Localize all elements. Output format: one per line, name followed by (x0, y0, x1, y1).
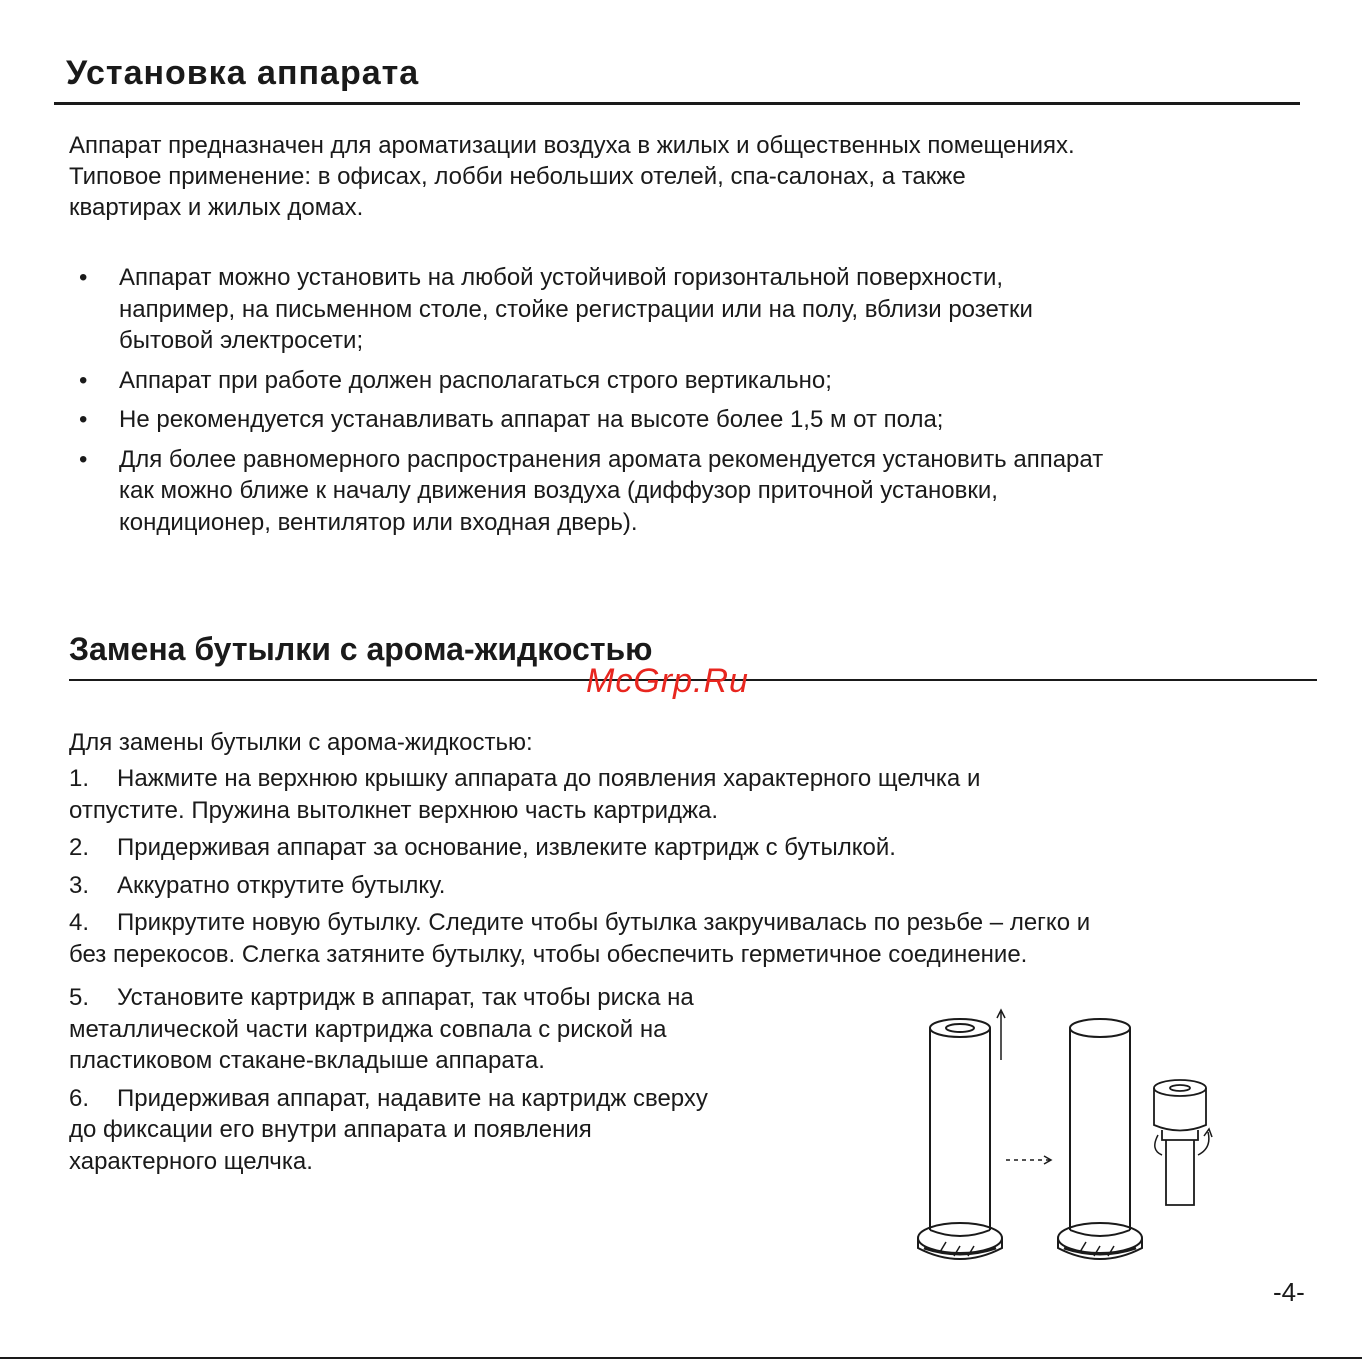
bullet-marker: • (79, 264, 88, 291)
bullet-marker: • (79, 445, 88, 473)
transition-arrow-icon (1006, 1156, 1051, 1164)
step-number: 2. (69, 834, 90, 861)
step-item: 5. Установите картридж в аппарат, так чтобы риска на металлической части картриджа совпала с риской на пластиковом стакане-вкладыше аппарата. (69, 984, 694, 1074)
section-title-installation: Установка аппарата (66, 54, 420, 92)
intro-line: Типовое применение: в офисах, лобби небольших отелей, спа-салонах, а также (69, 163, 966, 190)
step-item: 6. Придерживая аппарат, надавите на картридж сверху до фиксации его внутри аппарата и появления характерного щелчка. (69, 1084, 708, 1175)
step-number: 3. (69, 871, 90, 899)
device-illustration-right (1058, 1019, 1142, 1259)
watermark: McGrp.Ru (586, 662, 749, 700)
bullet-marker: • (79, 406, 88, 433)
page-number: -4- (1273, 1277, 1305, 1307)
step-number: 5. (69, 984, 90, 1011)
bullet-item: • Аппарат при работе должен располагаться строго вертикально; (69, 365, 1299, 397)
cartridge-replacement-illustration (900, 990, 1240, 1280)
step-item: 4. Прикрутите новую бутылку. Следите чтобы бутылка закручивалась по резьбе – легко и без перекосов. Слегка затяните бутылку, чтобы обеспечить герметичное соединение. (69, 909, 1091, 968)
step-number: 4. (69, 909, 90, 936)
step-item: 1. Нажмите на верхнюю крышку аппарата до появления характерного щелчка и отпустите. Пружина вытолкнет верхнюю часть картриджа. (69, 765, 981, 824)
bullet-marker: • (79, 366, 88, 394)
intro-paragraph (69, 130, 1075, 223)
step-item: 3. Аккуратно открутите бутылку. (69, 870, 1299, 902)
installation-bullet-list (69, 262, 1299, 546)
intro-line: Аппарат предназначен для ароматизации воздуха в жилых и общественных помещениях. (69, 132, 1075, 159)
steps-intro: Для замены бутылки с арома-жидкостью: (69, 729, 533, 756)
step-number: 1. (69, 765, 90, 792)
bullet-item: • Не рекомендуется устанавливать аппарат на высоте более 1,5 м от пола; (69, 404, 1299, 436)
device-illustration-left (918, 1010, 1005, 1259)
step-item: 2. Придерживая аппарат за основание, извлеките картридж с бутылкой. (69, 832, 1299, 864)
bottom-border-line (0, 1357, 1362, 1359)
cartridge-with-bottle-icon (1154, 1080, 1212, 1205)
title-underline (54, 102, 1300, 105)
section-title-bottle-replacement: Замена бутылки с арома-жидкостью (69, 631, 653, 667)
bullet-item: • Аппарат можно установить на любой устойчивой горизонтальной поверхности, например, на письменном столе, стойке регистрации или на полу, вблизи розетки бытовой электросети; (79, 264, 1033, 354)
step-number: 6. (69, 1084, 90, 1112)
bullet-item: • Для более равномерного распространения аромата рекомендуется установить аппарат как можно ближе к началу движения воздуха (диффузор приточной установки, кондиционер, вентилятор или входная дверь). (79, 445, 1104, 536)
intro-line: квартирах и жилых домах. (69, 194, 364, 221)
